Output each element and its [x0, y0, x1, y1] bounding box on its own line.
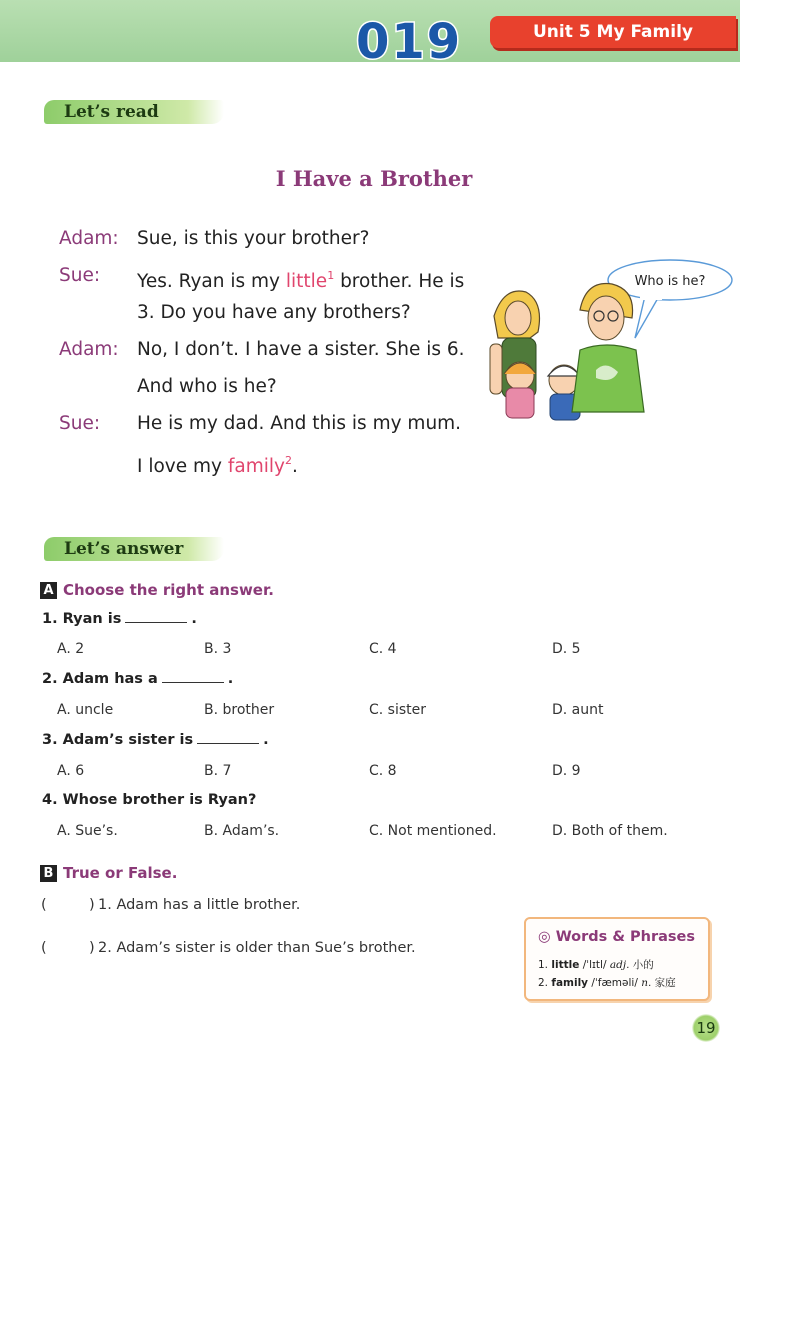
- option[interactable]: B. 3: [204, 641, 232, 657]
- answer-blank[interactable]: [197, 731, 259, 744]
- vocab-word: little: [285, 271, 328, 292]
- tf-close-paren: ): [89, 897, 95, 913]
- question-3: [42, 731, 269, 748]
- question-end: .: [191, 611, 197, 627]
- text-segment: I love my: [137, 456, 228, 477]
- vocab-num: 1.: [538, 959, 549, 971]
- option[interactable]: A. uncle: [57, 702, 114, 718]
- question-stem: 4. Whose brother is Ryan?: [42, 792, 257, 808]
- text-segment: Yes. Ryan is my: [137, 271, 286, 292]
- option[interactable]: D. 9: [552, 763, 581, 779]
- tf-open-paren[interactable]: (: [41, 940, 47, 956]
- vocab-pos: adj.: [609, 959, 630, 971]
- line-text: [137, 442, 298, 485]
- question-stem: 3. Adam’s sister is: [42, 732, 194, 748]
- part-a-badge: A: [40, 582, 57, 599]
- option[interactable]: C. 8: [369, 763, 397, 779]
- target-icon: ◎: [538, 929, 556, 945]
- footnote-mark: 2: [284, 454, 292, 467]
- line-text: Sue, is this your brother?: [137, 228, 370, 249]
- option[interactable]: A. 2: [57, 641, 85, 657]
- text-segment: .: [291, 456, 298, 477]
- vocab-word: family: [227, 456, 285, 477]
- section-label-read: Let’s read: [44, 100, 224, 124]
- line-text: No, I don’t. I have a sister. She is 6.: [137, 339, 465, 360]
- vocab-meaning: 家庭: [654, 977, 676, 989]
- vocab-meaning: 小的: [632, 959, 654, 971]
- part-a-instruction: Choose the right answer.: [63, 581, 274, 599]
- part-b-badge: B: [40, 865, 57, 882]
- vocab-phonetic: /ˈlɪtl/: [582, 959, 607, 971]
- option[interactable]: D. aunt: [552, 702, 604, 718]
- vocab-pos: n.: [641, 977, 652, 989]
- dialogue-line: [59, 257, 479, 294]
- question-stem: 1. Ryan is: [42, 611, 122, 627]
- option[interactable]: A. Sue’s.: [57, 823, 118, 839]
- dialogue-line: [59, 368, 479, 405]
- girl-figure: [504, 362, 536, 418]
- dialogue-line: [59, 405, 479, 442]
- tf-statement: 2. Adam’s sister is older than Sue’s brother.: [98, 940, 416, 956]
- speech-bubble-text: Who is he?: [634, 274, 706, 289]
- text-segment: brother. He is: [334, 271, 465, 292]
- option[interactable]: C. sister: [369, 702, 427, 718]
- dialogue-line: [59, 220, 479, 257]
- option[interactable]: C. Not mentioned.: [369, 823, 497, 839]
- footnote-mark: 1: [327, 269, 335, 282]
- option[interactable]: A. 6: [57, 763, 85, 779]
- section-label-answer: Let’s answer: [44, 537, 224, 561]
- unit-tab: Unit 5 My Family: [490, 16, 736, 48]
- tf-close-paren: ): [89, 940, 95, 956]
- words-phrases-heading: Words & Phrases: [555, 929, 696, 945]
- speaker: Sue:: [59, 413, 101, 434]
- tf-open-paren[interactable]: (: [41, 897, 47, 913]
- option[interactable]: B. 7: [204, 763, 232, 779]
- tf-statement: 1. Adam has a little brother.: [98, 897, 301, 913]
- option[interactable]: B. Adam’s.: [204, 823, 280, 839]
- speaker: Sue:: [59, 265, 101, 286]
- option[interactable]: C. 4: [369, 641, 397, 657]
- dialogue: [59, 220, 479, 479]
- line-text: 3. Do you have any brothers?: [137, 302, 411, 323]
- answer-blank[interactable]: [125, 610, 187, 623]
- vocab-word: little: [551, 959, 580, 971]
- option[interactable]: D. 5: [552, 641, 581, 657]
- vocab-phonetic: /ˈfæməli/: [591, 977, 638, 989]
- question-end: .: [263, 732, 269, 748]
- option[interactable]: D. Both of them.: [552, 823, 668, 839]
- part-b-heading: [40, 864, 177, 882]
- vocab-num: 2.: [538, 977, 549, 989]
- vocab-word: family: [551, 977, 589, 989]
- dad-figure: [572, 284, 644, 412]
- line-text: He is my dad. And this is my mum.: [137, 413, 462, 434]
- question-1: [42, 610, 197, 627]
- family-illustration: [480, 258, 740, 428]
- speaker: Adam:: [59, 339, 119, 360]
- dialogue-line: [59, 442, 479, 479]
- question-end: .: [227, 671, 234, 687]
- question-2: [42, 670, 233, 687]
- option[interactable]: B. brother: [204, 702, 275, 718]
- lesson-number: 019: [356, 14, 463, 70]
- words-phrases-title: [538, 929, 695, 945]
- answer-blank[interactable]: [162, 670, 224, 683]
- vocab-item: [538, 957, 654, 972]
- words-phrases-box: [524, 917, 710, 1001]
- story-title: I Have a Brother: [275, 166, 473, 191]
- line-text: And who is he?: [137, 376, 277, 397]
- question-stem: 2. Adam has a: [42, 671, 158, 687]
- vocab-item: [538, 975, 676, 990]
- speaker: Adam:: [59, 228, 119, 249]
- part-b-instruction: True or False.: [63, 864, 178, 882]
- dialogue-line: [59, 294, 479, 331]
- page-number: 19: [692, 1014, 720, 1042]
- part-a-heading: [40, 581, 274, 599]
- dialogue-line: [59, 331, 479, 368]
- question-4: [42, 792, 256, 808]
